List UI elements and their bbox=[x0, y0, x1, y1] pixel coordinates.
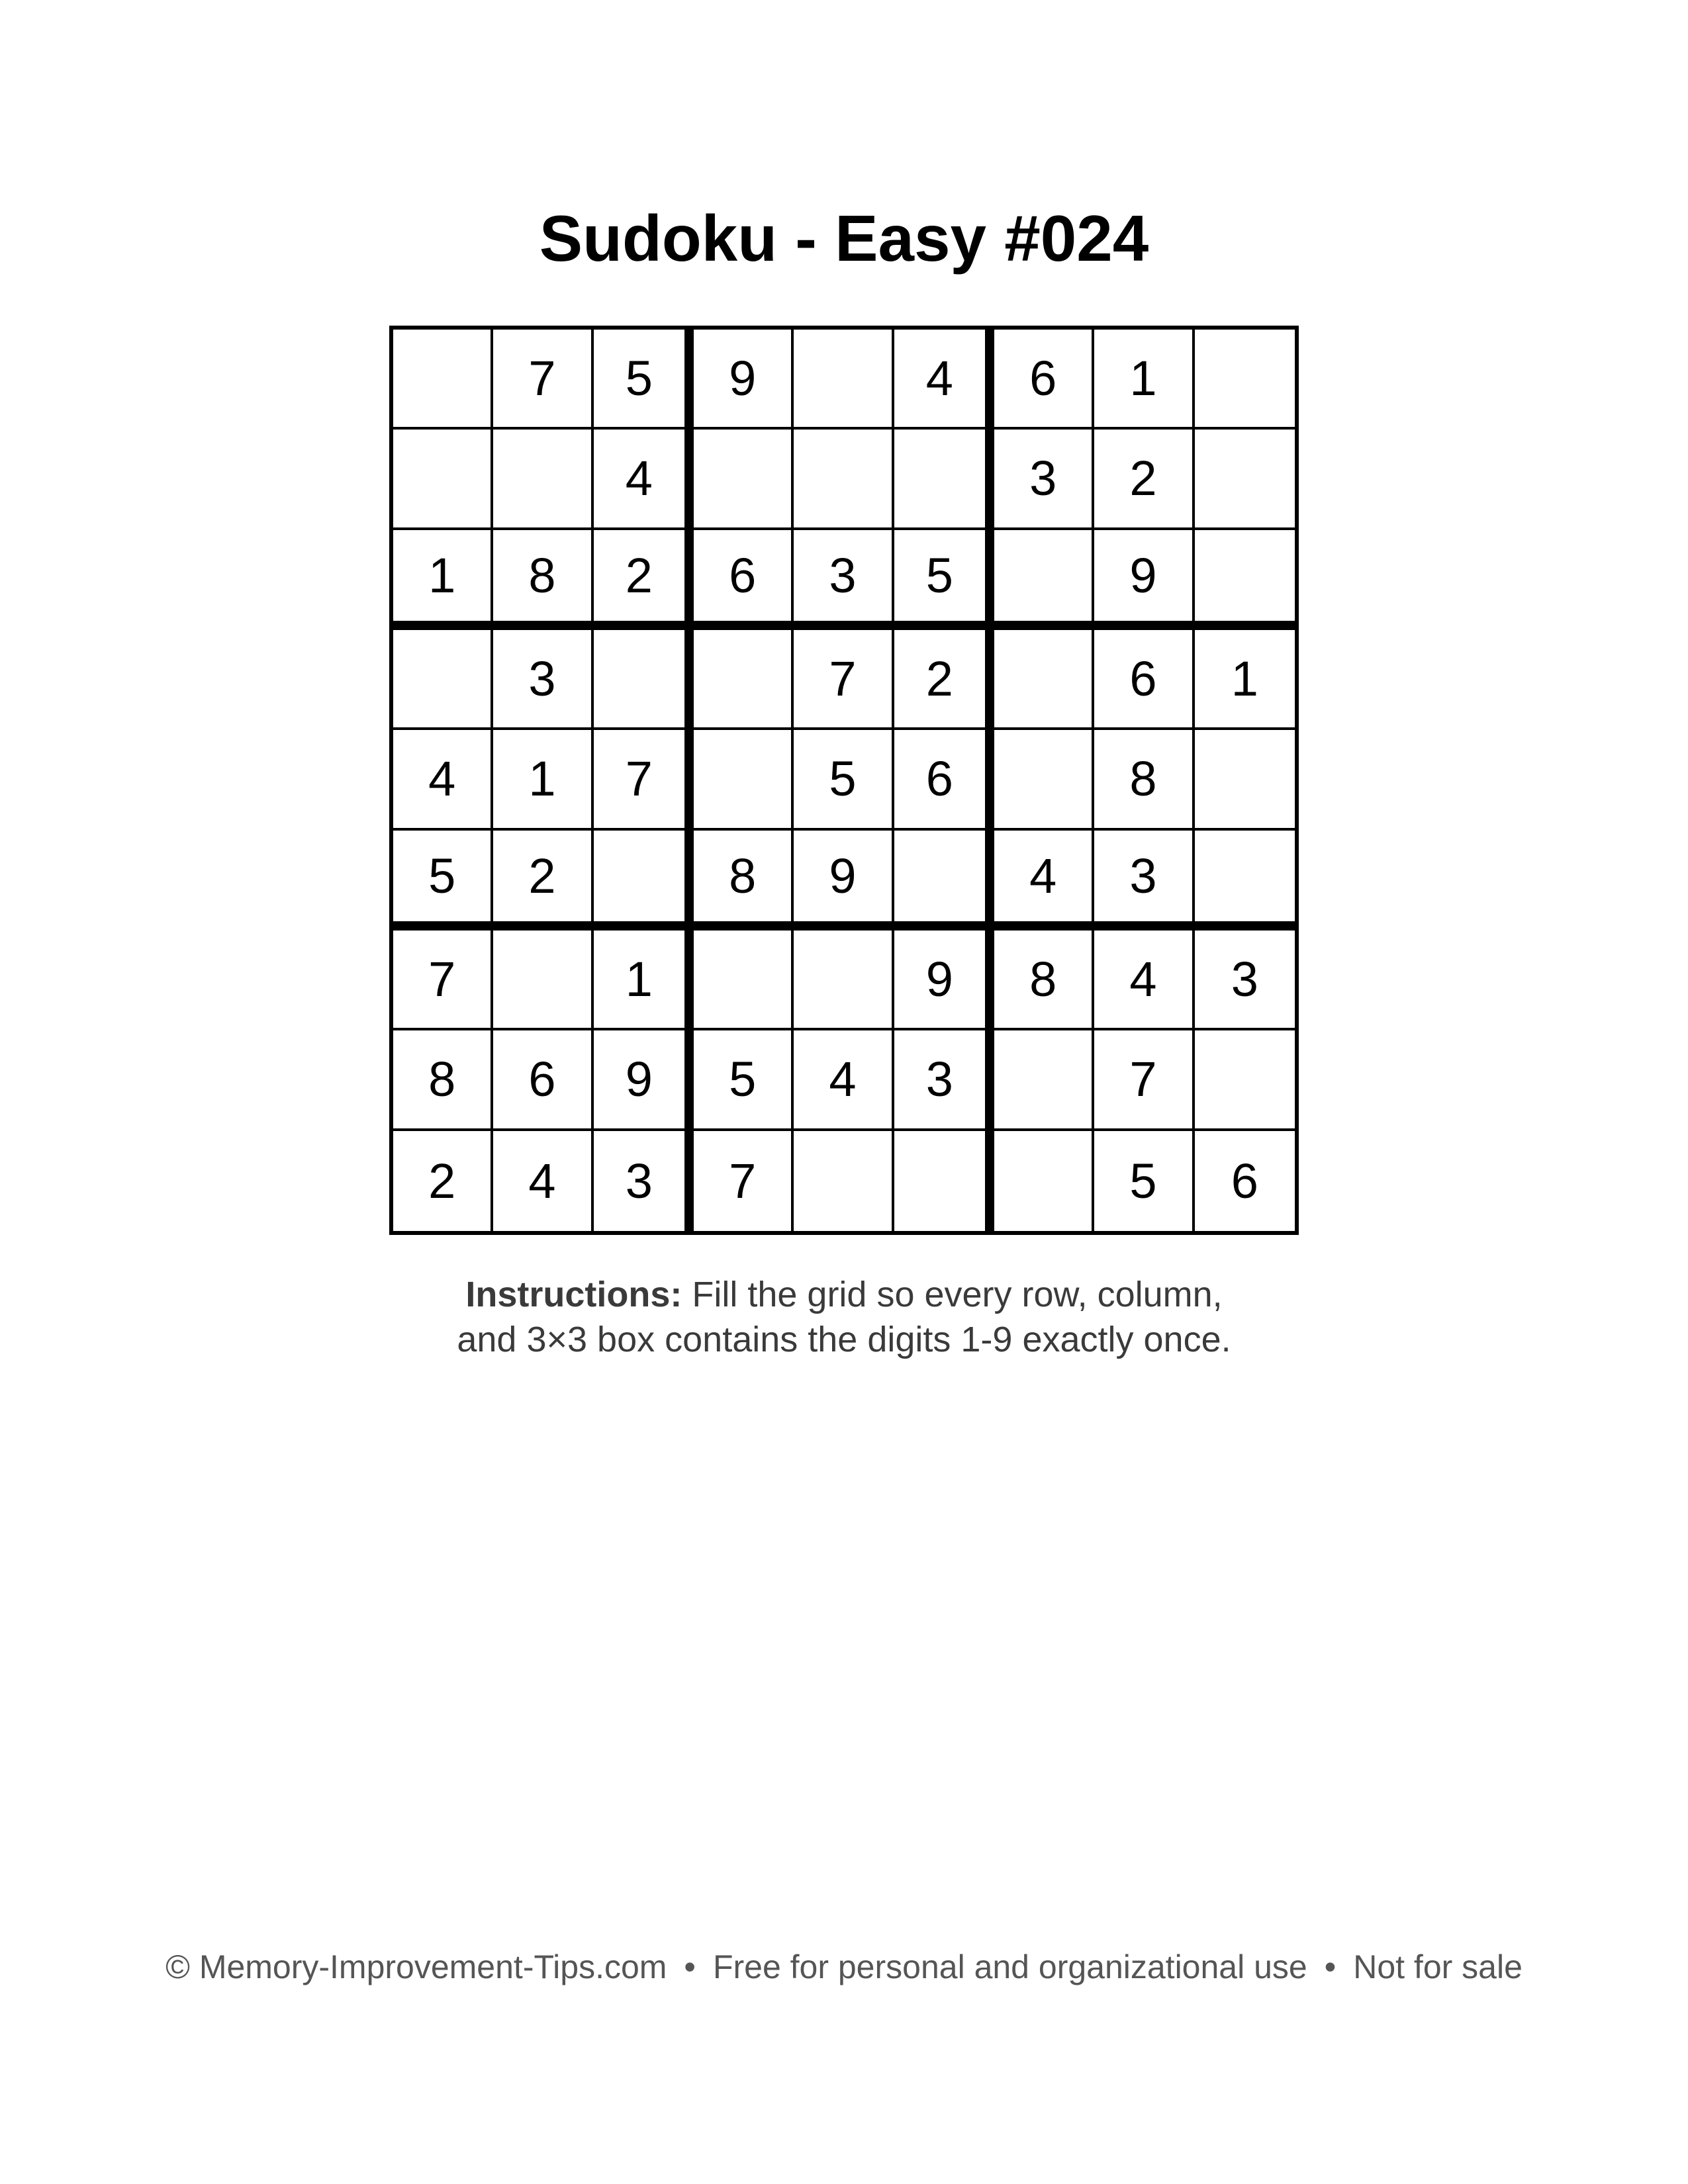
grid-cell-r5-c9[interactable] bbox=[1195, 730, 1295, 830]
grid-cell-r6-c5: 9 bbox=[794, 831, 894, 931]
grid-cell-r8-c9[interactable] bbox=[1195, 1030, 1295, 1130]
grid-cell-r3-c1: 1 bbox=[393, 530, 493, 630]
sudoku-grid bbox=[389, 326, 1299, 1235]
grid-cell-r4-c4[interactable] bbox=[694, 630, 794, 730]
grid-cell-r7-c8: 4 bbox=[1094, 931, 1194, 1030]
grid-cell-r4-c5: 7 bbox=[794, 630, 894, 730]
grid-cell-r1-c6: 4 bbox=[894, 330, 994, 430]
grid-cell-r6-c2: 2 bbox=[493, 831, 593, 931]
grid-cell-r8-c5: 4 bbox=[794, 1030, 894, 1130]
grid-cell-r3-c6: 5 bbox=[894, 530, 994, 630]
grid-cell-r2-c3: 4 bbox=[594, 430, 694, 529]
grid-cell-r5-c4[interactable] bbox=[694, 730, 794, 830]
grid-cell-r9-c8: 5 bbox=[1094, 1131, 1194, 1231]
grid-cell-r6-c1: 5 bbox=[393, 831, 493, 931]
grid-cell-r2-c7: 3 bbox=[994, 430, 1094, 529]
grid-cell-r5-c8: 8 bbox=[1094, 730, 1194, 830]
grid-cell-r9-c2: 4 bbox=[493, 1131, 593, 1231]
grid-cell-r4-c6: 2 bbox=[894, 630, 994, 730]
grid-cell-r6-c7: 4 bbox=[994, 831, 1094, 931]
grid-cell-r4-c1[interactable] bbox=[393, 630, 493, 730]
grid-cell-r8-c8: 7 bbox=[1094, 1030, 1194, 1130]
grid-cell-r7-c5[interactable] bbox=[794, 931, 894, 1030]
grid-cell-r2-c8: 2 bbox=[1094, 430, 1194, 529]
grid-cell-r9-c6[interactable] bbox=[894, 1131, 994, 1231]
grid-cell-r4-c2: 3 bbox=[493, 630, 593, 730]
grid-cell-r5-c3: 7 bbox=[594, 730, 694, 830]
grid-cell-r7-c6: 9 bbox=[894, 931, 994, 1030]
footer-license: Free for personal and organizational use bbox=[712, 1948, 1307, 1985]
grid-cell-r5-c6: 6 bbox=[894, 730, 994, 830]
grid-cell-r3-c7[interactable] bbox=[994, 530, 1094, 630]
grid-cell-r4-c7[interactable] bbox=[994, 630, 1094, 730]
grid-cell-r4-c8: 6 bbox=[1094, 630, 1194, 730]
grid-cell-r6-c4: 8 bbox=[694, 831, 794, 931]
grid-cell-r7-c1: 7 bbox=[393, 931, 493, 1030]
grid-cell-r2-c9[interactable] bbox=[1195, 430, 1295, 529]
instructions-line-1: Fill the grid so every row, column, bbox=[692, 1275, 1223, 1314]
footer-site: © Memory-Improvement-Tips.com bbox=[165, 1948, 667, 1985]
grid-cell-r8-c1: 8 bbox=[393, 1030, 493, 1130]
grid-cell-r2-c2[interactable] bbox=[493, 430, 593, 529]
grid-cell-r3-c4: 6 bbox=[694, 530, 794, 630]
grid-cell-r1-c9[interactable] bbox=[1195, 330, 1295, 430]
grid-cell-r9-c9: 6 bbox=[1231, 1153, 1258, 1208]
grid-cell-r1-c8: 1 bbox=[1094, 330, 1194, 430]
footer bbox=[0, 1946, 1688, 1988]
grid-cell-r5-c2: 1 bbox=[493, 730, 593, 830]
grid-cell-r3-c5: 3 bbox=[794, 530, 894, 630]
grid-cell-r1-c2: 7 bbox=[493, 330, 593, 430]
instructions bbox=[0, 1272, 1688, 1362]
grid-cell-r7-c4[interactable] bbox=[694, 931, 794, 1030]
grid-cell-r2-c6[interactable] bbox=[894, 430, 994, 529]
grid-cell-r7-c3: 1 bbox=[594, 931, 694, 1030]
grid-cell-r6-c9[interactable] bbox=[1195, 831, 1295, 931]
grid-cell-r7-c9: 3 bbox=[1195, 931, 1295, 1030]
grid-cell-r1-c5[interactable] bbox=[794, 330, 894, 430]
grid-cell-r8-c7[interactable] bbox=[994, 1030, 1094, 1130]
grid-cell-r1-c4: 9 bbox=[694, 330, 794, 430]
instructions-line-2: and 3×3 box contains the digits 1-9 exactly once. bbox=[457, 1320, 1231, 1359]
grid-cell-r9-c1: 2 bbox=[393, 1131, 493, 1231]
grid-cell-r3-c3: 2 bbox=[594, 530, 694, 630]
grid-cell-r1-c1[interactable] bbox=[393, 330, 493, 430]
grid-cell-r6-c8: 3 bbox=[1094, 831, 1194, 931]
footer-notice: Not for sale bbox=[1353, 1948, 1523, 1985]
grid-cell-r4-c3[interactable] bbox=[594, 630, 694, 730]
grid-cell-r3-c2: 8 bbox=[493, 530, 593, 630]
page-title: Sudoku - Easy #024 bbox=[539, 202, 1149, 275]
grid-cell-r2-c5[interactable] bbox=[794, 430, 894, 529]
grid-cell-r5-c1: 4 bbox=[393, 730, 493, 830]
grid-cell-r8-c4: 5 bbox=[694, 1030, 794, 1130]
grid-cell-r5-c5: 5 bbox=[794, 730, 894, 830]
grid-cell-r4-c9: 1 bbox=[1195, 630, 1295, 730]
grid-cell-r2-c1[interactable] bbox=[393, 430, 493, 529]
grid-cell-r6-c6[interactable] bbox=[894, 831, 994, 931]
grid-cell-r9-c4: 7 bbox=[694, 1131, 794, 1231]
grid-cell-r8-c2: 6 bbox=[493, 1030, 593, 1130]
grid-cell-r8-c3: 9 bbox=[594, 1030, 694, 1130]
grid-cell-r9-c3: 3 bbox=[594, 1131, 694, 1231]
grid-cell-r5-c7[interactable] bbox=[994, 730, 1094, 830]
footer-separator: • bbox=[1324, 1948, 1336, 1985]
instructions-label: Instructions: bbox=[465, 1275, 682, 1314]
grid-cell-r9-c7[interactable] bbox=[994, 1131, 1094, 1231]
footer-separator: • bbox=[684, 1948, 696, 1985]
grid-cell-r6-c3[interactable] bbox=[594, 831, 694, 931]
grid-cell-r3-c9[interactable] bbox=[1195, 530, 1295, 630]
grid-cell-r9-c5[interactable] bbox=[794, 1131, 894, 1231]
grid-cell-r7-c7: 8 bbox=[994, 931, 1094, 1030]
grid-cell-r8-c6: 3 bbox=[894, 1030, 994, 1130]
grid-cell-r1-c3: 5 bbox=[594, 330, 694, 430]
grid-cell-r2-c4[interactable] bbox=[694, 430, 794, 529]
grid-cell-r3-c8: 9 bbox=[1094, 530, 1194, 630]
grid-cell-r7-c2[interactable] bbox=[493, 931, 593, 1030]
grid-cell-r1-c7: 6 bbox=[994, 330, 1094, 430]
